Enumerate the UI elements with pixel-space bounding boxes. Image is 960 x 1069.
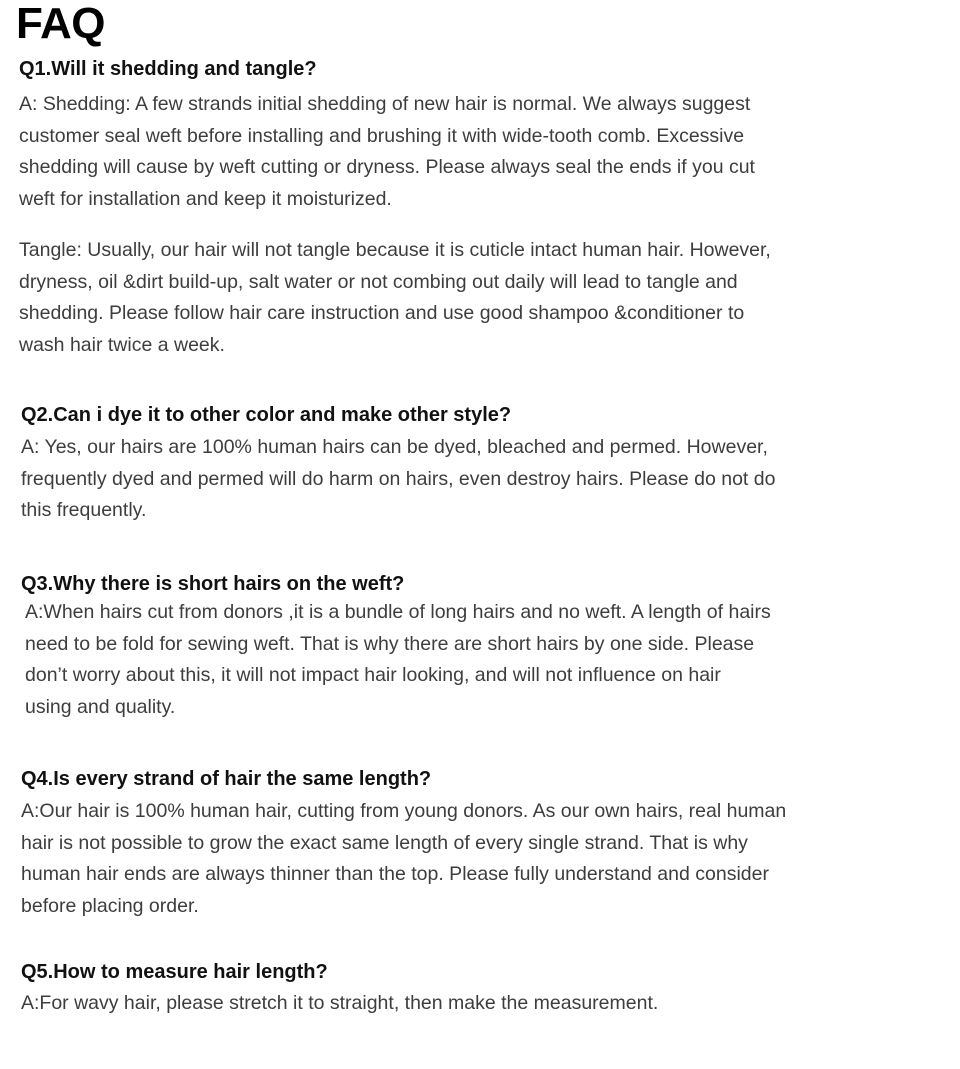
answer-line: wash hair twice a week. — [19, 333, 225, 356]
answer-line: customer seal weft before installing and brushing it with wide-tooth comb. Excessive — [19, 124, 745, 147]
question-5: Q5.How to measure hair length? — [21, 961, 328, 983]
question-3: Q3.Why there is short hairs on the weft? — [21, 573, 405, 595]
answer-line: human hair ends are always thinner than the top. Please fully understand and consider — [21, 863, 769, 885]
answer-line: this frequently. — [21, 499, 147, 521]
answer-line: A:When hairs cut from donors ,it is a bundle of long hairs and no weft. A length of hairs — [25, 601, 771, 623]
answer-line: Tangle: Usually, our hair will not tangle because it is cuticle intact human hair. However, — [19, 239, 771, 261]
answer-4 — [21, 796, 901, 922]
answer-line: need to be fold for sewing weft. That is why there are short hairs by one side. Please — [25, 632, 755, 655]
answer-line: frequently dyed and permed will do harm on hairs, even destroy hairs. Please do not do — [21, 467, 776, 490]
page-title: FAQ — [16, 0, 105, 48]
answer-line: don’t worry about this, it will not impact hair looking, and will not influence on hair — [25, 664, 721, 686]
answer-1-tangle — [19, 235, 899, 361]
question-1: Q1.Will it shedding and tangle? — [19, 58, 317, 80]
answer-1-shedding — [19, 89, 899, 215]
answer-line: A: Yes, our hairs are 100% human hairs can be dyed, bleached and permed. However, — [21, 436, 768, 458]
answer-3 — [25, 597, 905, 723]
answer-line: A:For wavy hair, please stretch it to straight, then make the measurement. — [21, 992, 659, 1014]
answer-line: shedding will cause by weft cutting or dryness. Please always seal the ends if you cut — [19, 156, 755, 178]
answer-line: hair is not possible to grow the exact same length of every single strand. That is why — [21, 831, 748, 854]
answer-line: weft for installation and keep it moisturized. — [19, 187, 392, 210]
answer-5 — [21, 988, 901, 1020]
answer-line: shedding. Please follow hair care instruction and use good shampoo &conditioner to — [19, 302, 745, 324]
answer-line: A: Shedding: A few strands initial shedding of new hair is normal. We always suggest — [19, 93, 751, 115]
answer-line: before placing order. — [21, 894, 199, 917]
answer-line: dryness, oil &dirt build-up, salt water or not combing out daily will lead to tangle and — [19, 270, 738, 293]
question-4: Q4.Is every strand of hair the same length? — [21, 768, 432, 790]
answer-line: A:Our hair is 100% human hair, cutting from young donors. As our own hairs, real human — [21, 800, 787, 822]
answer-2 — [21, 432, 901, 527]
answer-line: using and quality. — [25, 695, 176, 718]
question-2: Q2.Can i dye it to other color and make other style? — [21, 404, 512, 426]
